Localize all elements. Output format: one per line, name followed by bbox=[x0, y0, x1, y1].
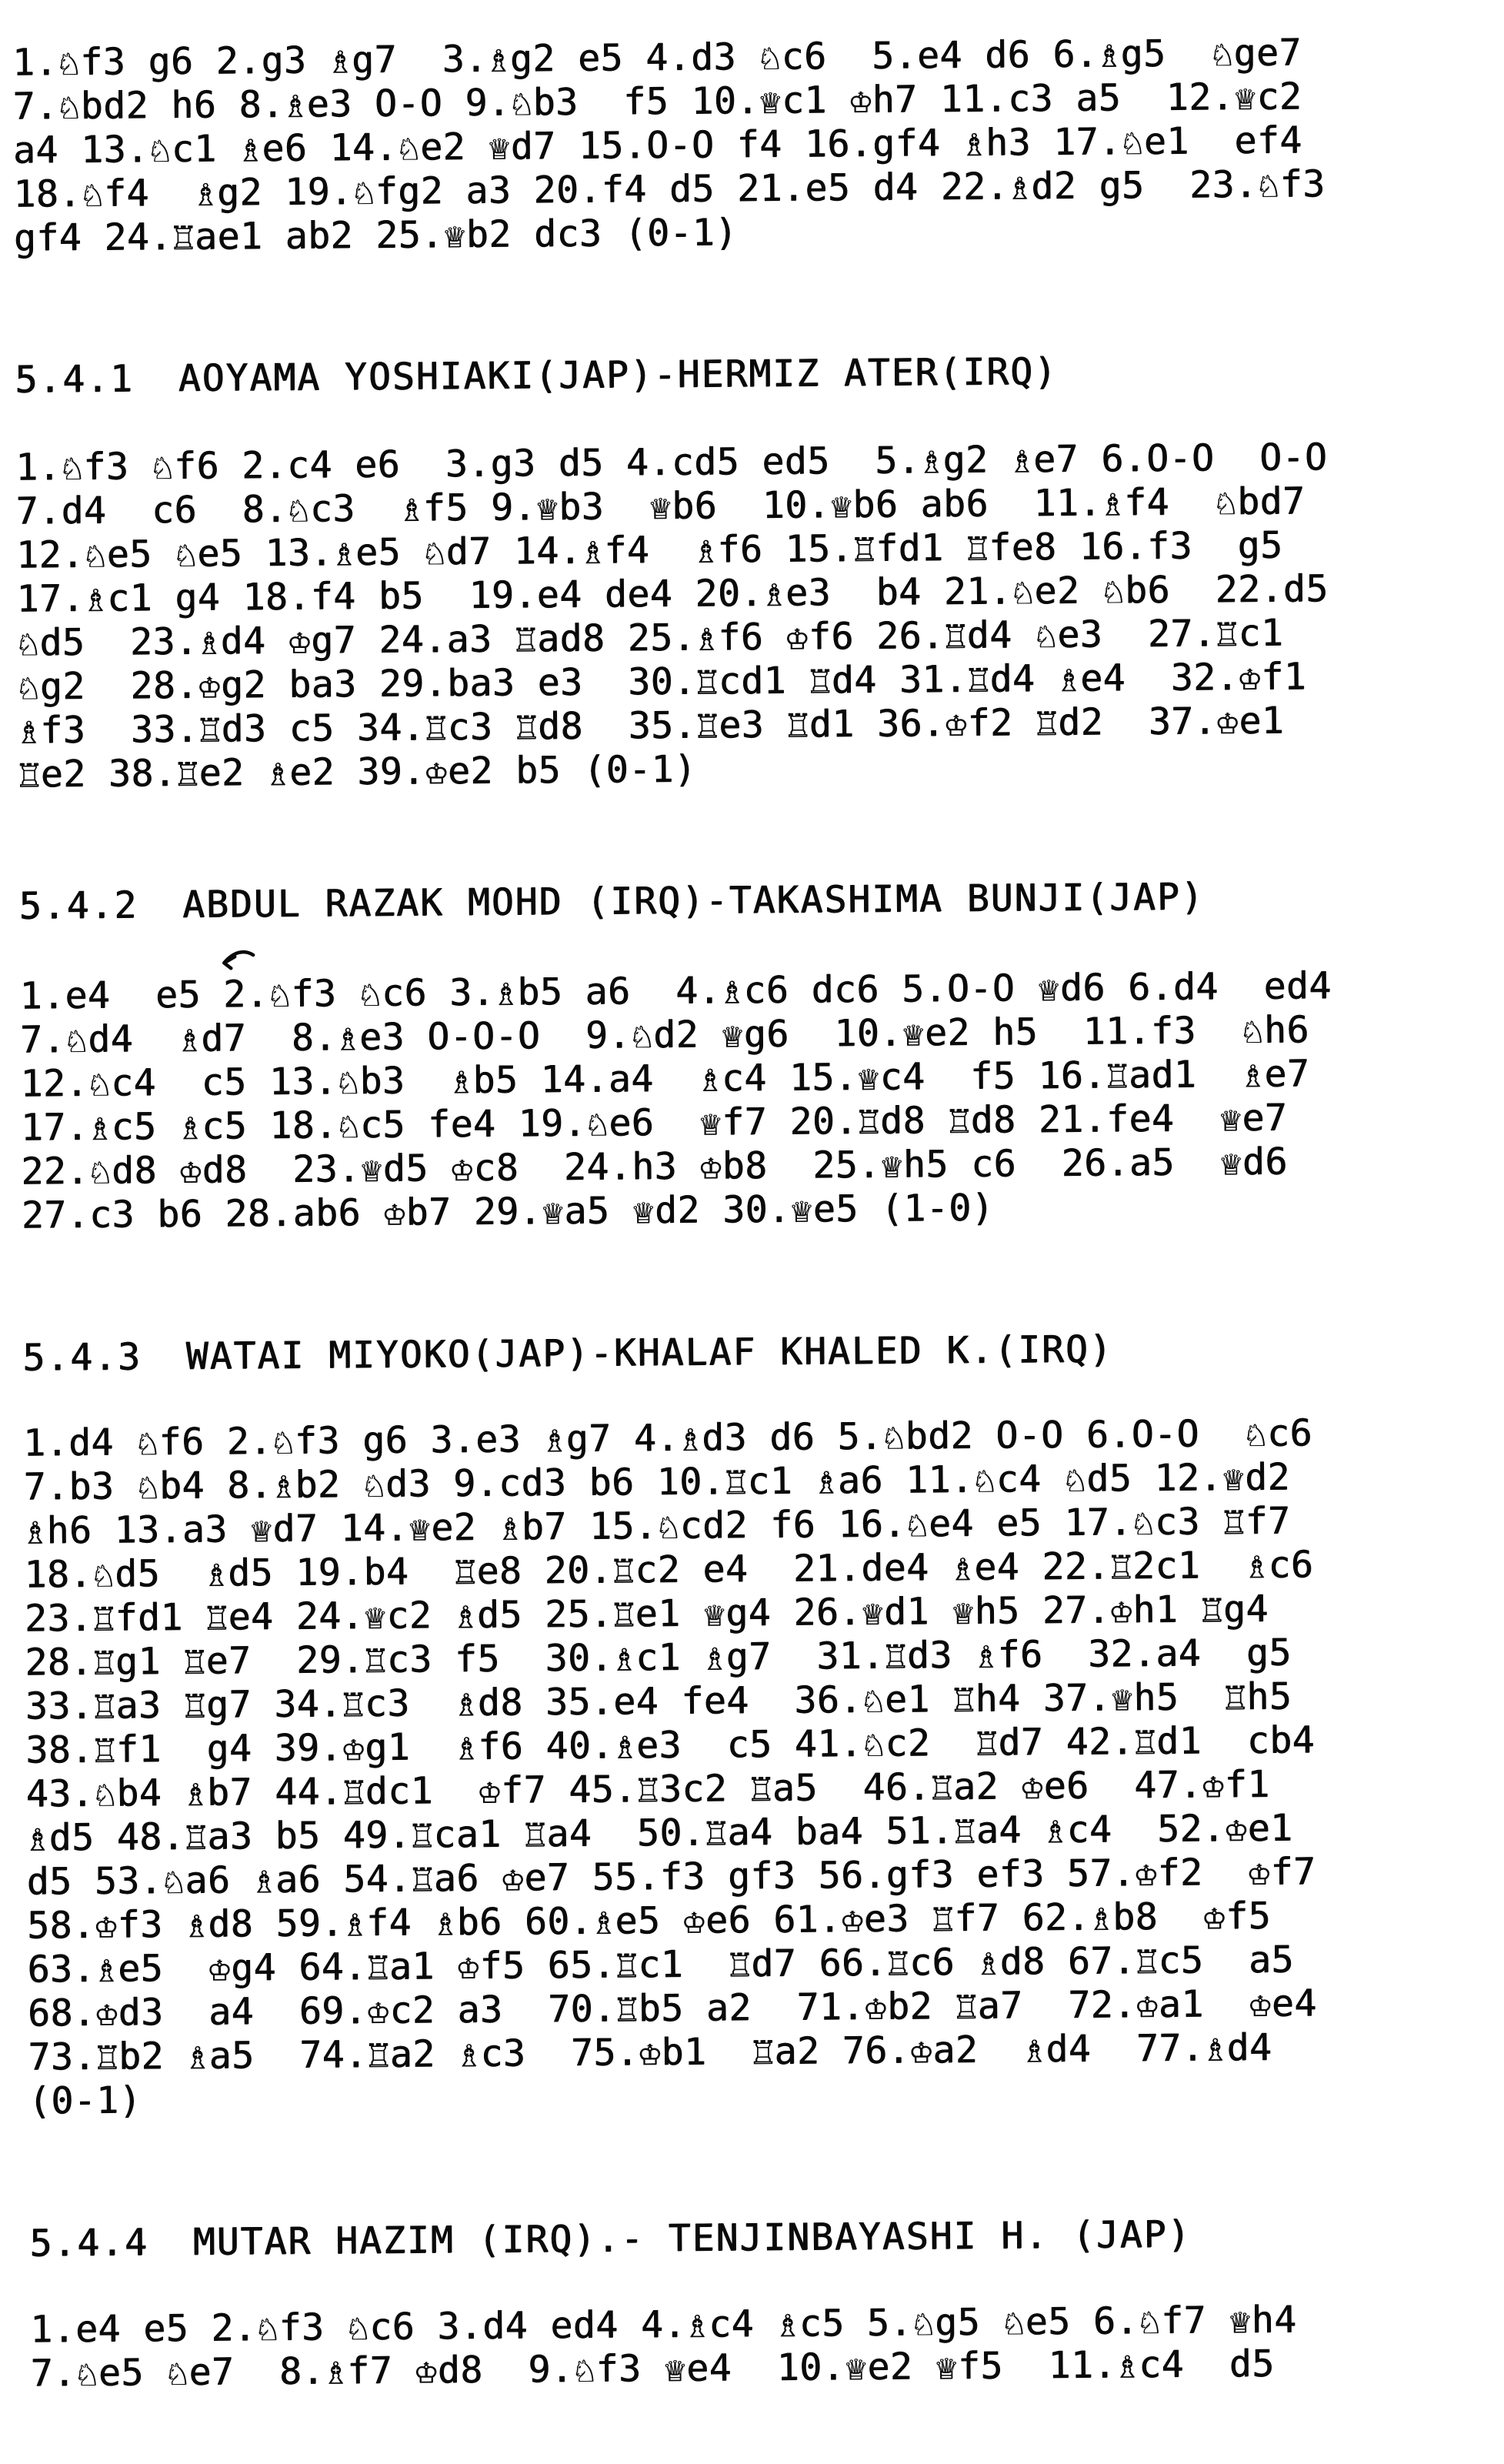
moves-line: ♘g2 28.♔g2 ba3 29.ba3 e3 30.♖cd1 ♖d4 31.♖d4 ♗e4 32.♔f1 bbox=[17, 655, 1307, 709]
section-title: WATAI MIYOKO(JAP)-KHALAF KHALED K.(IRQ) bbox=[185, 1327, 1113, 1378]
moves-line: ♖e2 38.♖e2 ♗e2 39.♔e2 b5 (0-1) bbox=[18, 747, 697, 796]
moves-line: 18.♘d5 ♗d5 19.b4 ♖e8 20.♖c2 e4 21.de4 ♗e4 22.♖2c1 ♗c6 bbox=[24, 1543, 1314, 1597]
moves-line: 1.♘f3 g6 2.g3 ♗g7 3.♗g2 e5 4.d3 ♘c6 5.e4 d6 6.♗g5 ♘ge7 bbox=[12, 31, 1302, 85]
game-moves-block bbox=[30, 2296, 1504, 2396]
game-moves-block bbox=[23, 1410, 1503, 2123]
section-heading bbox=[15, 346, 1489, 401]
moves-line: 33.♖a3 ♖g7 34.♖c3 ♗d8 35.e4 fe4 36.♘e1 ♖h4 37.♕h5 ♖h5 bbox=[25, 1674, 1292, 1728]
moves-line: 28.♖g1 ♖e7 29.♖c3 f5 30.♗c1 ♗g7 31.♖d3 ♗f6 32.a4 g5 bbox=[25, 1631, 1292, 1684]
moves-line: 18.♘f4 ♗g2 19.♘fg2 a3 20.f4 d5 21.e5 d4 22.♗d2 g5 23.♘f3 bbox=[13, 162, 1326, 216]
moves-line: 7.♘bd2 h6 8.♗e3 O-O 9.♘b3 f5 10.♕c1 ♔h7 11.c3 a5 12.♕c2 bbox=[12, 75, 1302, 129]
moves-line: 1.e4 e5 2.♘f3 ♘c6 3.d4 ed4 4.♗c4 ♗c5 5.♘g5 ♘e5 6.♘f7 ♕h4 bbox=[29, 2298, 1297, 2352]
moves-line: ♗h6 13.a3 ♕d7 14.♕e2 ♗b7 15.♘cd2 f6 16.♘e4 e5 17.♘c3 ♖f7 bbox=[23, 1499, 1291, 1553]
moves-line: gf4 24.♖ae1 ab2 25.♕b2 dc3 (0-1) bbox=[13, 211, 738, 260]
section-heading bbox=[18, 873, 1493, 927]
moves-line: 12.♘e5 ♘e5 13.♗e5 ♘d7 14.♗f4 ♗f6 15.♖fd1 ♖fe8 16.f3 g5 bbox=[15, 523, 1283, 577]
section-number: 5.4.1 bbox=[15, 357, 135, 402]
section-number: 5.4.2 bbox=[18, 883, 138, 928]
moves-line: 63.♗e5 ♔g4 64.♖a1 ♔f5 65.♖c1 ♖d7 66.♖c6 ♗d8 67.♖c5 a5 bbox=[27, 1938, 1295, 1992]
game-moves-block bbox=[15, 434, 1493, 796]
section-number: 5.4.4 bbox=[29, 2221, 149, 2265]
moves-line: 7.b3 ♘b4 8.♗b2 ♘d3 9.cd3 b6 10.♖c1 ♗a6 11.♘c4 ♘d5 12.♕d2 bbox=[23, 1455, 1291, 1509]
moves-line: 58.♔f3 ♗d8 59.♗f4 ♗b6 60.♗e5 ♔e6 61.♔e3 ♖f7 62.♗b8 ♔f5 bbox=[26, 1894, 1272, 1948]
moves-line: a4 13.♘c1 ♗e6 14.♘e2 ♕d7 15.O-O f4 16.gf4 ♗h3 17.♘e1 ef4 bbox=[12, 119, 1302, 172]
moves-line: 1.♘f3 ♘f6 2.c4 e6 3.g3 d5 4.cd5 ed5 5.♗g2 ♗e7 6.O-O O-O bbox=[15, 436, 1328, 489]
section-title: MUTAR HAZIM (IRQ).- TENJINBAYASHI H. (JAP) bbox=[192, 2212, 1192, 2264]
moves-line: 43.♘b4 ♗b7 44.♖dc1 ♔f7 45.♖3c2 ♖a5 46.♖a2 ♔e6 47.♔f1 bbox=[25, 1762, 1270, 1816]
moves-line: 1.d4 ♘f6 2.♘f3 g6 3.e3 ♗g7 4.♗d3 d6 5.♘bd2 O-O 6.O-O ♘c6 bbox=[22, 1411, 1313, 1465]
moves-line: 17.♗c5 ♗c5 18.♘c5 fe4 19.♘e6 ♕f7 20.♖d8 ♖d8 21.fe4 ♕e7 bbox=[20, 1096, 1288, 1150]
moves-line: 27.c3 b6 28.ab6 ♔b7 29.♕a5 ♕d2 30.♕e5 (1-0) bbox=[21, 1186, 995, 1237]
moves-line: 7.♘e5 ♘e7 8.♗f7 ♔d8 9.♘f3 ♕e4 10.♕e2 ♕f5 11.♗c4 d5 bbox=[30, 2342, 1275, 2396]
moves-line: ♘d5 23.♗d4 ♔g7 24.a3 ♖ad8 25.♗f6 ♔f6 26.♖d4 ♘e3 27.♖c1 bbox=[16, 611, 1284, 665]
moves-line: (0-1) bbox=[28, 2078, 142, 2123]
moves-line: ♗f3 33.♖d3 c5 34.♖c3 ♖d8 35.♖e3 ♖d1 36.♔f2 ♖d2 37.♔e1 bbox=[17, 699, 1285, 753]
moves-line: 12.♘c4 c5 13.♘b3 ♗b5 14.a4 ♗c4 15.♕c4 f5 16.♖ad1 ♗e7 bbox=[20, 1052, 1310, 1106]
moves-line: 7.d4 c6 8.♘c3 ♗f5 9.♕b3 ♕b6 10.♕b6 ab6 11.♗f4 ♘bd7 bbox=[15, 479, 1306, 533]
moves-line: 73.♖b2 ♗a5 74.♖a2 ♗c3 75.♔b1 ♖a2 76.♔a2 ♗d4 77.♗d4 bbox=[28, 2025, 1272, 2079]
moves-line: 68.♔d3 a4 69.♔c2 a3 70.♖b5 a2 71.♔b2 ♖a7 72.♔a1 ♔e4 bbox=[27, 1982, 1317, 2035]
moves-line: d5 53.♘a6 ♗a6 54.♖a6 ♔e7 55.f3 gf3 56.gf3 ef3 57.♔f2 ♔f7 bbox=[26, 1850, 1316, 1904]
moves-line: 38.♖f1 g4 39.♔g1 ♗f6 40.♗e3 c5 41.♘c2 ♖d7 42.♖d1 cb4 bbox=[25, 1718, 1316, 1772]
section-title: AOYAMA YOSHIAKI(JAP)-HERMIZ ATER(IRQ) bbox=[178, 349, 1059, 400]
game-moves-block bbox=[19, 963, 1496, 1237]
handwritten-tick-mark bbox=[216, 944, 259, 978]
moves-line: 23.♖fd1 ♖e4 24.♕c2 ♗d5 25.♖e1 ♕g4 26.♕d1 ♕h5 27.♔h1 ♖g4 bbox=[24, 1587, 1269, 1641]
section-title: ABDUL RAZAK MOHD (IRQ)-TAKASHIMA BUNJI(JAP) bbox=[182, 875, 1205, 927]
moves-line: 17.♗c1 g4 18.f4 b5 19.e4 de4 20.♗e3 b4 21.♘e2 ♘b6 22.d5 bbox=[16, 567, 1329, 621]
moves-line: 1.e4 e5 2.♘f3 ♘c6 3.♗b5 a6 4.♗c6 dc6 5.O-O ♕d6 6.d4 ed4 bbox=[19, 964, 1332, 1018]
moves-line: 7.♘d4 ♗d7 8.♗e3 O-O-O 9.♘d2 ♕g6 10.♕e2 h5 11.f3 ♘h6 bbox=[19, 1008, 1309, 1062]
moves-line: ♗d5 48.♖a3 b5 49.♖ca1 ♖a4 50.♖a4 ba4 51.♖a4 ♗c4 52.♔e1 bbox=[25, 1806, 1293, 1860]
game-moves-block bbox=[12, 29, 1489, 260]
section-heading bbox=[22, 1324, 1497, 1379]
moves-line: 22.♘d8 ♔d8 23.♕d5 ♔c8 24.h3 ♔b8 25.♕h5 c6 26.a5 ♕d6 bbox=[21, 1140, 1288, 1194]
section-number: 5.4.3 bbox=[22, 1335, 142, 1380]
section-heading bbox=[29, 2210, 1504, 2265]
